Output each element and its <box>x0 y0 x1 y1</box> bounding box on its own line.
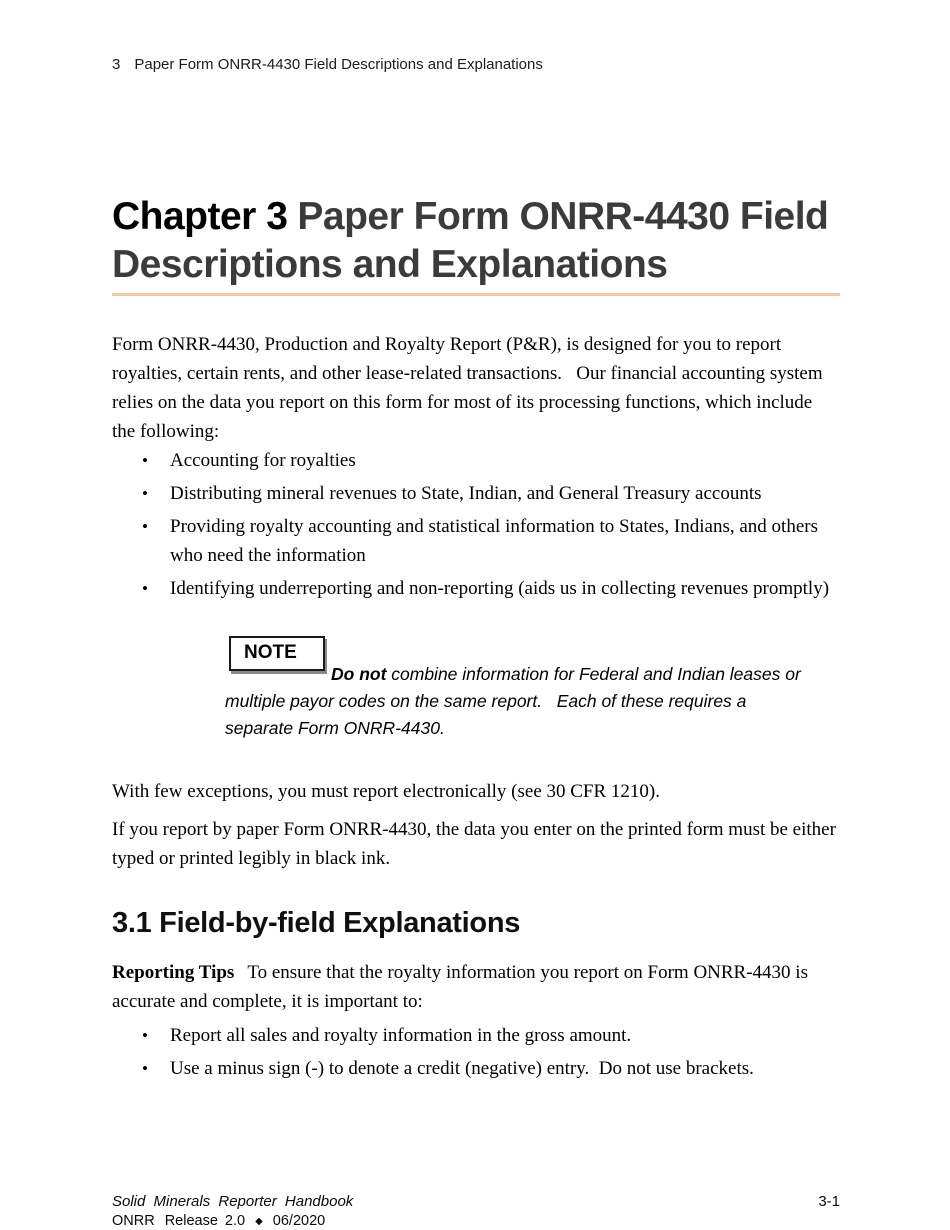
footer-release-version: Release 2.0 <box>164 1213 246 1229</box>
page-number: 3-1 <box>818 1193 840 1210</box>
footer-org: ONRR <box>112 1213 155 1229</box>
list-item-text: Accounting for royalties <box>170 450 356 472</box>
running-header <box>112 56 840 73</box>
tips-bullet-list <box>142 1021 840 1083</box>
bullet-icon: • <box>142 1059 148 1079</box>
list-item <box>142 512 840 570</box>
list-item <box>142 574 840 603</box>
chapter-title <box>112 193 840 296</box>
intro-bullet-list <box>142 446 840 603</box>
document-page <box>0 56 950 1230</box>
reporting-tips-label: Reporting Tips <box>112 962 235 984</box>
running-header-title: Paper Form ONRR-4430 Field Descriptions and Explanations <box>134 56 543 73</box>
list-item <box>142 479 840 508</box>
bullet-icon: • <box>142 517 148 537</box>
reporting-tips-paragraph <box>112 958 840 1016</box>
note-box <box>229 636 325 671</box>
diamond-icon: ◆ <box>255 1216 263 1227</box>
bullet-icon: • <box>142 579 148 599</box>
list-item-text: Identifying underreporting and non-reporting (aids us in collecting revenues promptly) <box>170 578 830 600</box>
list-item-text: Report all sales and royalty information in the gross amount. <box>170 1025 632 1047</box>
note-bold-lead: Do not <box>331 664 387 685</box>
list-item <box>142 1021 840 1050</box>
footer-release-line <box>112 1211 353 1230</box>
note-text <box>225 661 817 742</box>
page-footer <box>112 1192 840 1230</box>
list-item <box>142 1054 840 1083</box>
list-item <box>142 446 840 475</box>
chapter-label: Chapter 3 <box>112 195 288 238</box>
paper-reporting-paragraph: If you report by paper Form ONRR-4430, the data you enter on the printed form must be either typed or printed legibly in black ink. <box>112 819 841 870</box>
footer-left <box>112 1192 353 1230</box>
running-header-chapter-number: 3 <box>112 56 121 73</box>
note-body-text: combine information for Federal and Indian leases or multiple payor codes on the same report. Each of these requires a separate Form ONRR-4430. <box>225 664 806 739</box>
note-block <box>225 636 817 742</box>
note-label: NOTE <box>244 642 297 664</box>
bullet-icon: • <box>142 451 148 471</box>
bullet-icon: • <box>142 1026 148 1046</box>
bullet-icon: • <box>142 484 148 504</box>
intro-paragraph: Form ONRR-4430, Production and Royalty Report (P&R), is designed for you to report royalties, certain rents, and other lease-related transactions. Our financial accounting system relies on the data you report on this form for most of its processing functions, which include the following: <box>112 334 828 443</box>
footer-book-title: Solid Minerals Reporter Handbook <box>112 1193 354 1210</box>
chapter-title-text: Paper Form ONRR-4430 Field Descriptions and Explanations <box>112 195 829 286</box>
section-heading: 3.1 Field-by-field Explanations <box>112 907 521 940</box>
footer-date: 06/2020 <box>272 1213 326 1229</box>
reporting-tips-text: To ensure that the royalty information you report on Form ONRR-4430 is accurate and complete, it is important to: <box>112 962 813 1013</box>
list-item-text: Distributing mineral revenues to State, Indian, and General Treasury accounts <box>170 483 762 505</box>
list-item-text: Use a minus sign (-) to denote a credit (negative) entry. Do not use brackets. <box>170 1058 754 1080</box>
electronic-reporting-paragraph: With few exceptions, you must report electronically (see 30 CFR 1210). <box>112 781 660 803</box>
list-item-text: Providing royalty accounting and statistical information to States, Indians, and others who need the information <box>170 516 823 567</box>
